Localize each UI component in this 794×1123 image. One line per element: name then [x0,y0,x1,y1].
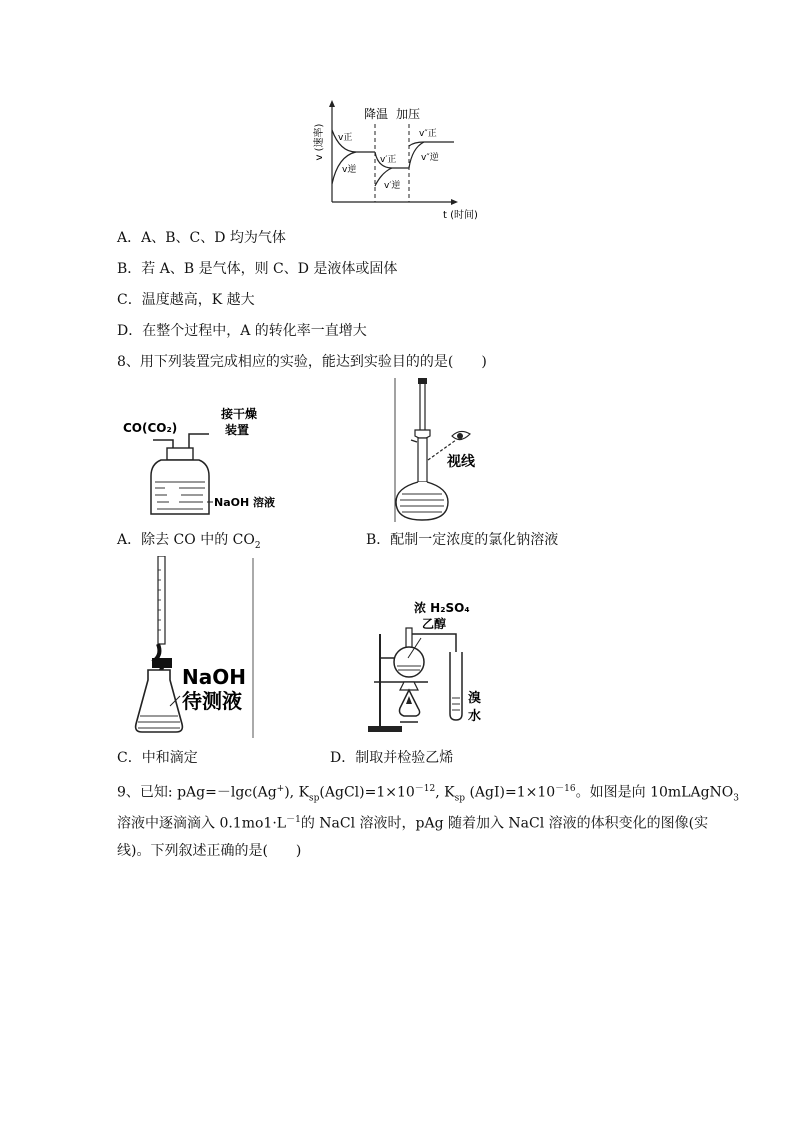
v-fwd-label: v正 [338,133,353,143]
v-rev-label: v逆 [342,165,357,175]
v-fwd-2-label: v″正 [419,129,437,139]
figure-d-acid-label: 浓 H₂SO₄ [414,601,470,615]
figure-d-bromine-label-1: 溴 [468,691,482,706]
label-press: 加压 [396,107,421,121]
q7-option-c: C．温度越高，K 越大 [117,292,255,308]
label-cool: 降温 [364,107,389,121]
figure-c-caption: C．中和滴定 [117,750,198,766]
figure-c-naoh-label: NaOH [182,665,246,689]
q9-line-1: 9、已知: pAg=－lgc(Ag+), $K_{sp}(AgCl)=1\times 10^{-12}$, $K_{sp}$ $(AgI)=1\times 10^{-16}$。如图是向 10mLAgNO$_3$ [117,784,739,804]
x-axis-label: t (时间) [443,210,478,221]
figure-d-bromine-label-2: 水 [468,709,482,724]
q9-line-2: 溶液中逐滴滴入 $0.1mo1\cdot L^{-1}$的 NaCl 溶液时，pAg 随着加入 NaCl 溶液的体积变化的图像(实 [117,815,709,832]
figure-b-sight-label: 视线 [447,454,475,470]
v-fwd-1-label: v′正 [380,155,397,165]
q7-option-d: D．在整个过程中，A 的转化率一直增大 [117,323,367,339]
v-rev-1-label: v′逆 [384,181,401,191]
figure-a-outlet-label-2: 装置 [225,423,250,437]
figure-d-ethanol-label: 乙醇 [422,617,447,631]
figure-a-gas-label: CO(CO₂) [123,421,178,435]
figure-a-caption: A．除去 CO 中的 $CO_2$ [117,532,261,551]
q8-stem: 8、用下列装置完成相应的实验，能达到实验目的的是( ) [117,354,487,370]
figure-d-ethylene-apparatus [366,598,494,736]
figure-b-volumetric-flask [394,378,494,524]
q7-option-b: B．若 A、B 是气体，则 C、D 是液体或固体 [117,261,398,277]
figure-c-tested-label: 待测液 [182,689,242,713]
rate-time-graph [312,96,492,224]
q7-option-a: A．A、B、C、D 均为气体 [117,230,286,246]
figure-a-outlet-label-1: 接干燥 [221,407,258,421]
figure-a-solution-label: NaOH 溶液 [214,496,276,509]
y-axis-label: v (速率) [314,123,325,161]
figure-c-titration [122,556,256,738]
figure-a-wash-bottle [117,398,287,522]
v-rev-2-label: v″逆 [421,153,439,163]
figure-d-caption: D．制取并检验乙烯 [330,750,454,766]
q9-line-3: 线)。下列叙述正确的是( ) [117,843,302,859]
figure-b-caption: B．配制一定浓度的氯化钠溶液 [366,532,559,548]
